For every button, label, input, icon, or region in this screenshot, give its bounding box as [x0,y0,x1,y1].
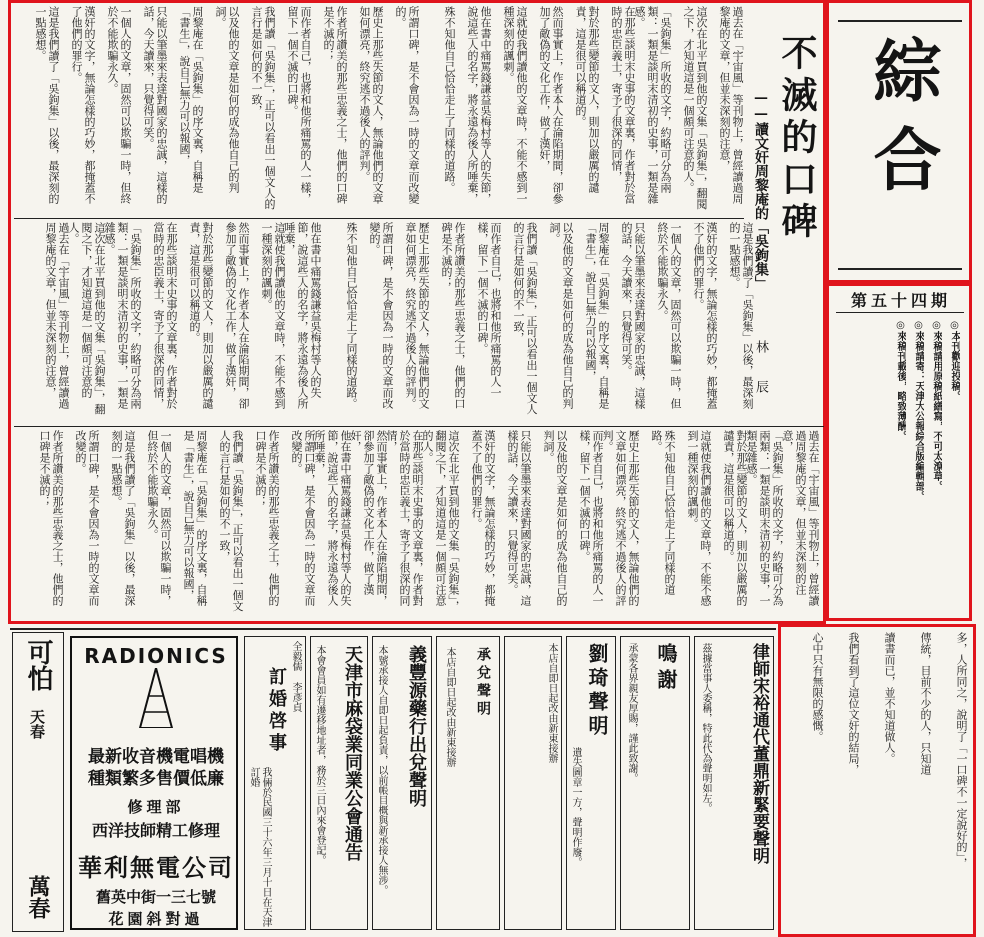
article-column: 周黎庵在「吳鉤集」的序文裏，自稱是「書生」，說自己無力可以報國， [584,222,610,409]
article-column: 「吳鉤集」所收的文字，約略可分為兩類：一類是談明末清初的史事，一類是雜感。 [633,6,672,204]
article-column: 在那些談明末史事的文章裏，作者對於當時的忠臣義士，寄予了很深的同情， [385,430,424,606]
contents-item: ◎來稿請寄：天津大公報綜合版編輯部。 [913,320,924,501]
contents-item: ◎來稿請用原稿紙繕寫，不可太潦草。 [931,320,942,491]
ad-kepa-sub: 天春 [28,709,46,739]
tier-divider [14,426,824,427]
radionics-line3: 西洋技師精工修理 [91,821,220,840]
article-column: 作者所讚美的那些忠義之士，他們的口碑是不滅的； [440,222,466,409]
article-column: 歷史上那些失節的文人，無論他們的文章如何漂亮，終究逃不過後人的評判。 [404,222,430,409]
article-body-middle [14,222,754,422]
ad-kepa-title: 可怕 [23,639,53,691]
article-column: 然而事實上，作者本人在淪陷期間，卻參加了敵偽的文化工作，做了漢奸， [224,222,250,409]
article-column: 「吳鉤集」所收的文字，約略可分為兩類：一類是談明末清初的史事，一類是雜感。 [745,430,784,606]
article-column: 一個人的文章，固然可以欺騙一時，但終於不能欺騙永久。 [106,6,132,204]
article-column: 漢奸的文字，無論怎樣的巧妙，都掩蓋不了他們的罪行。 [470,430,496,606]
article-column: 這就使我們讀他的文章時，不能不感到一種深刻的諷刺。 [686,430,712,606]
issue-number: 第五十四期 [850,291,951,310]
lawyer-body: 茲據當事人委稱，特此代為聲明如左。 [700,643,711,813]
ad-kepa [12,632,64,932]
radionics-address2: 花園斜對過 [108,910,204,928]
article-body-upper [14,6,744,216]
article-column: 只能以筆墨來表達對國家的忠誠，這樣的話，今天讀來，只覺得可笑。 [142,6,168,204]
article-column: 以及他的文章是如何的成為他自己的判詞。 [214,6,240,193]
article-column: 過去在「宇宙風」等刊物上，曾經讀過周黎庵的文章，但並未深刻的注意， [781,430,820,606]
article-column: 而作者自己，也將和他所痛罵的人一樣，留下一個不滅的口碑。 [286,6,312,204]
article-column: 然而事實上，作者本人在淪陷期間，卻參加了敵偽的文化工作，做了漢奸， [349,430,388,606]
article-column: 作者所讚美的那些忠義之士，他們的口碑是不滅的； [254,430,280,606]
notice-misc-text: 本店自即日起改由新東接辦 [546,643,557,763]
article-column: 漢奸的文字，無論怎樣的巧妙，都掩蓋不了他們的罪行。 [692,222,718,409]
article-column: 對於那些變節的文人，則加以嚴厲的譴責，這是很可以稱道的。 [722,430,748,606]
article-column: 他在書中痛罵錢謙益吳梅村等人的失節，說這些人的名字，將永遠為後人所唾棄， [313,430,352,606]
article-column: 「吳鉤集」所收的文字，約略可分為兩類：一類是談明末清初的史事，一類是雜感。 [103,222,142,409]
ad-lawyer [694,636,774,930]
wedding-body: 我倆於民國三十六年三月十日在天津訂婚 [248,767,271,927]
ad-kepa-foot: 萬春 [25,875,51,919]
radionics-line2: 種類繁多售價低廉 [88,769,224,789]
ad-notice-transfer [436,636,500,930]
right-column-line: 多，人所同之，說明了「一口碑不一定說好的」， [955,632,968,869]
radionics-address: 舊英中街一三七號 [95,888,216,906]
article-column: 一個人的文章，固然可以欺騙一時，但終於不能欺騙永久。 [656,222,682,409]
article-author: 林 辰 [753,340,768,399]
article-column: 過去在「宇宙風」等刊物上，曾經讀過周黎庵的文章，但並未深刻的注意， [44,222,70,409]
right-column-line: 傳統，目前不少的人，只知道 [919,632,932,775]
right-column-line: 讀書而已，並不知道做人。 [883,632,896,764]
article-column: 他在書中痛罵錢謙益吳梅村等人的失節，說這些人的名字，將永遠為後人所唾棄， [283,222,322,409]
article-column: 這是我們讀了「吳鉤集」以後，最深刻的一點感想。 [728,222,754,409]
article-column: 對於那些變節的文人，則加以嚴厲的譴責，這是很可以稱道的。 [188,222,214,409]
thanks-title: 鳴謝 [654,643,678,695]
article-column: 這次在北平買到他的文集「吳鉤集」，翻閱之下，才知道這是一個頗可注意的人。 [421,430,460,612]
masthead [834,6,966,278]
radionics-line1: 最新收音機電唱機 [88,747,224,767]
article-column: 然而事實上，作者本人在淪陷期間，卻參加了敵偽的文化工作，做了漢奸， [538,6,564,204]
article-column: 這就使我們讀他的文章時，不能不感到一種深刻的諷刺。 [502,6,528,204]
article-column: 作者所讚美的那些忠義之士，他們的口碑是不滅的； [38,430,64,606]
article-column: 只能以筆墨來表達對國家的忠誠，這樣的話，今天讀來，只覺得可笑。 [506,430,532,606]
ad-radionics [70,636,238,930]
ads-top-rule [10,628,776,630]
liu-title: 劉琦聲明 [585,643,609,739]
ad-notice-misc [504,636,562,930]
article-column: 在那些談明末史事的文章裏，作者對於當時的忠臣義士，寄予了很深的同情， [610,6,636,204]
article-column: 只能以筆墨來表達對國家的忠誠，這樣的話，今天讀來，只覺得可笑。 [620,222,646,409]
article-column: 一個人的文章，固然可以欺騙一時，但終於不能欺騙永久。 [146,430,172,606]
article-column: 這就使我們讀他的文章時，不能不感到一種深刻的諷刺。 [260,222,286,409]
article-column: 周黎庵在「吳鉤集」的序文裏，自稱是「書生」，說自己無力可以報國， [182,430,208,606]
right-column-line: 我們看到了這位文奸的結局， [847,632,860,775]
article-subtitle: ——讀文奸周黎庵的「吳鉤集」 [753,90,769,290]
tier-divider [14,218,744,219]
lawyer-title: 律師宋裕通代董鼎新緊要聲明 [749,643,769,864]
article-column: 歷史上那些失節的文人，無論他們的文章如何漂亮，終究逃不過後人的評判。 [358,6,384,204]
article-body-lower [14,430,820,616]
article-column: 所謂口碑，是不會因為一時的文章而改變的。 [290,430,316,606]
article-column: 歷史上那些失節的文人，無論他們的文章如何漂亮，終究逃不過後人的評判。 [601,430,640,606]
article-column: 這是我們讀了「吳鉤集」以後，最深刻的一點感想。 [34,6,60,204]
notice-transfer-title: 承兌聲明 [475,647,491,719]
article-column: 我們讀「吳鉤集」，正可以看出一個文人的言行是如何的不一致， [218,430,244,612]
bag-guild-title: 天津市麻袋業同業公會通告 [342,645,363,861]
thanks-body: 承蒙各界親友厚賜，謹此致謝。 [626,643,637,783]
contents-list [836,318,964,608]
article-column: 所謂口碑，是不會因為一時的文章而改變的。 [368,222,394,409]
article-column: 對於那些變節的文人，則加以嚴厲的譴責，這是很可以稱道的。 [574,6,600,193]
article-column: 我們讀「吳鉤集」，正可以看出一個文人的言行是如何的不一致， [512,222,538,415]
right-column-text [784,630,970,930]
radionics-company: 華利無電公司 [78,853,234,882]
article-column: 我們讀「吳鉤集」，正可以看出一個文人的言行是如何的不一致， [250,6,276,210]
pharmacy-body: 本號承接人自即日起負責，以前帳目概與新承接人無涉。 [376,645,387,895]
article-column: 殊不知他自己恰恰走上了同樣的道路。 [650,430,676,595]
article-column: 所謂口碑，是不會因為一時的文章而改變的。 [394,6,420,204]
radionics-logo: RADIONICS [84,644,228,668]
article-column: 過去在「宇宙風」等刊物上，曾經讀過周黎庵的文章，但並未深刻的注意， [718,6,744,204]
article-column: 殊不知他自己恰恰走上了同樣的道路。 [443,6,456,193]
ad-bag-guild [310,636,368,930]
article-column: 這是我們讀了「吳鉤集」以後，最深刻的一點感想。 [110,430,136,606]
article-column: 在那些談明末史事的文章裏，作者對於當時的忠臣義士，寄予了很深的同情， [152,222,178,409]
article-column: 而作者自己，也將和他所痛罵的人一樣，留下一個不滅的口碑。 [578,430,604,606]
right-column-line: 心中只有無限的感慨。 [811,632,824,742]
article-column: 這次在北平買到他的文集「吳鉤集」，翻閱之下，才知道這是一個頗可注意的人。 [67,222,106,415]
ad-liu [566,636,616,930]
contents-item: ◎本刊歡迎投稿。 [949,320,960,401]
wedding-names: 全毅儒 李彥貞 [290,641,301,712]
bag-guild-body: 本會會員如有遷移地址者，務於三日內來會登記。 [314,645,325,865]
contents-item: ◎來稿刊載後，略致薄酬。 [895,320,906,441]
radionics-dept: 修理部 [127,798,185,816]
article-column: 殊不知他自己恰恰走上了同樣的道路。 [345,222,358,409]
article-column: 以及他的文章是如何的成為他自己的判詞。 [542,430,568,606]
article-column: 他在書中痛罵錢謙益吳梅村等人的失節，說這些人的名字，將永遠為後人所唾棄， [466,6,492,204]
article-column: 漢奸的文字，無論怎樣的巧妙，都掩蓋不了他們的罪行。 [70,6,96,204]
article-column: 而作者自己，也將和他所痛罵的人一樣，留下一個不滅的口碑。 [476,222,502,398]
ad-pharmacy [372,636,432,930]
article-column: 周黎庵在「吳鉤集」的序文裏，自稱是「書生」，說自己無力可以報國， [178,6,204,193]
article-column: 這次在北平買到他的文集「吳鉤集」，翻閱之下，才知道這是一個頗可注意的人。 [682,6,708,210]
notice-transfer-body: 本店自即日起改由新東接辦 [444,647,455,767]
liu-body: 遺失圖章一方，聲明作廢。 [570,747,581,867]
radionics-tower-icon [136,668,176,728]
ad-wedding [244,636,306,930]
pharmacy-title: 義豐源藥行出兌聲明 [406,645,427,807]
ad-thanks [620,636,690,930]
article-column: 作者所讚美的那些忠義之士，他們的口碑是不滅的； [322,6,348,204]
article-column: 所謂口碑，是不會因為一時的文章而改變的。 [74,430,100,606]
wedding-title: 訂婚啓事 [266,667,287,755]
section-title: 綜合 [862,36,942,212]
article-title: 不滅的口碑 [776,34,818,244]
article-column: 以及他的文章是如何的成為他自己的判詞。 [548,222,574,409]
